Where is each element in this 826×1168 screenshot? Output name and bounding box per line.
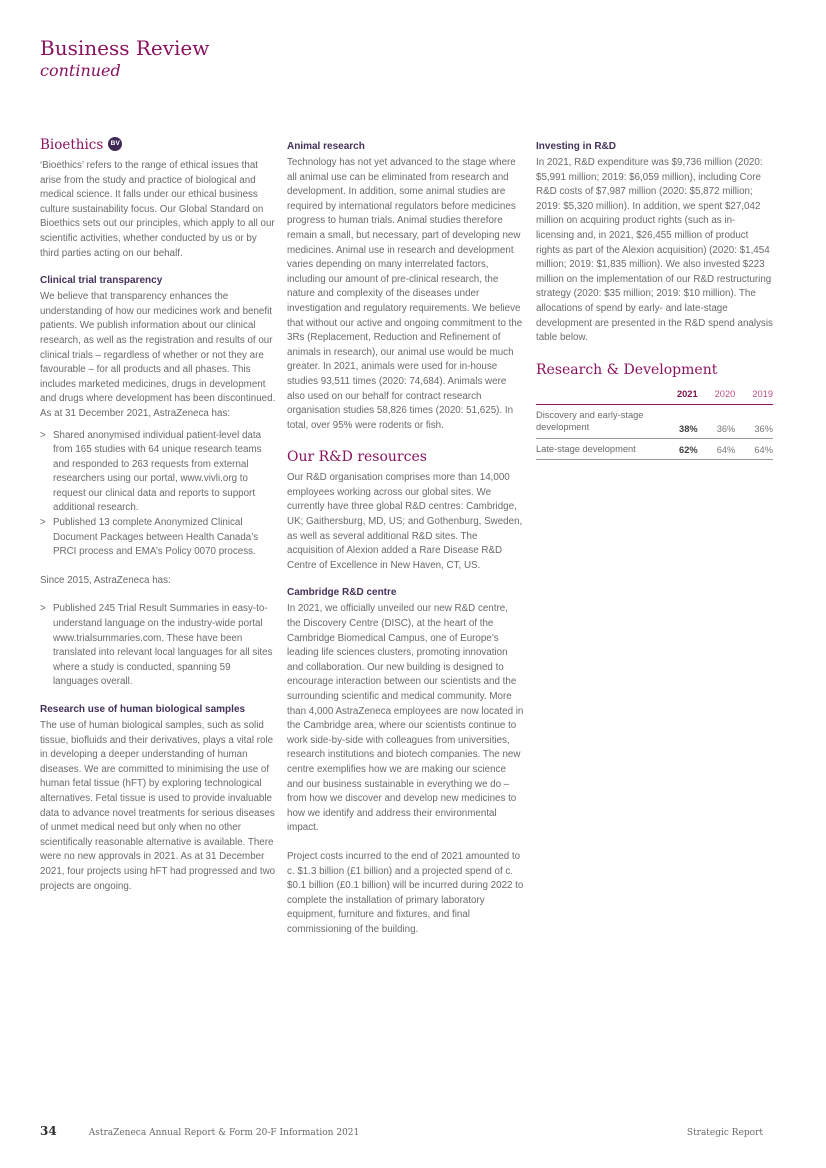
cambridge-centre-paragraph-1: In 2021, we officially unveiled our new R&D centre, the Discovery Centre (DISC), at the heart of the Cambridge Biomedical Campus, one of Europe’s leading life sciences clusters, promoting innovation and collaboration. Our new building is designed to encourage interaction between our scientists and the surrounding scientific and medical community. More than 4,000 AstraZeneca employees are now located in the Cambridge area, where our scientists continue to work side-by-side with colleagues from universities, research institutions and biotech companies. The new centre exemplifies how we are making our science and our business sustainable in everything we do – from how we discover and develop new medicines to how we identify and address their environmental impact. xyxy=(287,603,524,834)
since-2015-bullet-list xyxy=(40,602,277,690)
list-item xyxy=(40,602,277,690)
bullet-marker: > xyxy=(40,517,46,529)
column-animal-rnd xyxy=(287,137,524,938)
cambridge-centre-heading: Cambridge R&D centre xyxy=(287,587,397,599)
table-row xyxy=(536,438,773,460)
table-header-2019: 2019 xyxy=(735,389,773,405)
human-samples-paragraph: The use of human biological samples, such as solid tissue, biofluids and their derivatives, plays a vital role in developing a deeper understanding of human diseases. We are committed to minimising the use of human fetal tissue (hFT) by exploring technological alternatives. Fetal tissue is used to provide invaluable data to advance novel treatments for serious diseases of unmet medical need but only when no other scientifically reasonable alternative is available. There were no new approvals in 2021. As at 31 December 2021, four projects using hFT had progressed and two projects are ongoing. xyxy=(40,720,276,892)
cambridge-centre-paragraph-2: Project costs incurred to the end of 2021 amounted to c. $1.3 billion (£1 billion) and a projected spend of c. $0.1 billion (£0.1 billion) will be incurred during 2022 to complete the installation of primary laboratory equipment, furniture and fixtures, and final commissioning of the building. xyxy=(287,850,524,935)
rnd-resources-paragraph: Our R&D organisation comprises more than 14,000 employees working across our global sites. We currently have three global R&D centres: Cambridge, UK; Gaithersburg, MD, US; and Gothenburg, Sweden, as well as several additional R&D sites. The acquisition of Alexion added a Rare Disease R&D Centre of Excellence in New Haven, CT, US. xyxy=(287,472,523,571)
since-2015-line: Since 2015, AstraZeneca has: xyxy=(40,574,171,586)
list-item xyxy=(40,429,277,517)
human-samples-heading: Research use of human biological samples xyxy=(40,704,246,715)
animal-research-heading: Animal research xyxy=(287,141,365,152)
row-value-2021: 62% xyxy=(660,438,698,460)
bv-badge-icon: BV xyxy=(108,137,122,151)
bullet-marker: > xyxy=(40,603,46,615)
row-value-2020: 64% xyxy=(698,438,736,460)
footer-section-label: Strategic Report xyxy=(686,1128,763,1138)
animal-research-paragraph: Technology has not yet advanced to the stage where all animal use can be eliminated from research and development. In addition, some animal studies are required by international regulators before medicines progress to human trials. Animal studies therefore remain a small, but necessary, part of developing new medicines. Animal use in research and development varies depending on many interrelated factors, including our amount of pre-clinical research, the nature and complexity of the diseases under investigation and regulatory requirements. We believe that without our active and ongoing commitment to the 3Rs (Replacement, Reduction and Refinement of animals in research), our animal use would be much greater. In 2021, animals were used for in-house studies 93,511 times (2020: 74,684). Animals were also used on our behalf for contract research organisation studies 58,826 times (2020: 51,625). In total, over 95% were rodents or fish. xyxy=(287,157,523,431)
row-value-2019: 36% xyxy=(735,404,773,438)
list-item xyxy=(40,516,277,560)
row-value-2020: 36% xyxy=(698,404,736,438)
table-header-row xyxy=(536,389,773,405)
bioethics-heading-text: Bioethics xyxy=(40,137,104,153)
investing-rnd-heading: Investing in R&D xyxy=(536,141,617,152)
rnd-table-heading: Research & Development xyxy=(536,361,718,378)
row-value-2019: 64% xyxy=(735,438,773,460)
page-subtitle: continued xyxy=(40,61,121,80)
row-label: Late-stage development xyxy=(536,438,660,460)
page-number: 34 xyxy=(40,1124,57,1138)
clinical-trial-paragraph: We believe that transparency enhances the understanding of how our medicines work and benefit patients. We publish information about our clinical research, as well as the registration and results of our clinical trials – regardless of whether or not they are favourable – for all products and all phases. This includes marketed medicines, drugs in development and drugs where development has been discontinued. As at 31 December 2021, AstraZeneca has: xyxy=(40,291,276,419)
page-footer xyxy=(40,1124,763,1138)
column-bioethics xyxy=(40,137,277,894)
bioethics-paragraph: ‘Bioethics’ refers to the range of ethical issues that arise from the study and practice of biological and medical science. It falls under our ethical business culture sustainability focus. Our Global Standard on Bioethics sets out our principles, which apply to all our scientific activities, whether conducted by us or by third parties acting on our behalf. xyxy=(40,160,275,259)
bullet-marker: > xyxy=(40,429,46,441)
list-item-text: Shared anonymised individual patient-level data from 165 studies with 64 unique research teams and responded to 263 requests from external researchers using our portal, www.vivli.org to request our clinical data and reports to support additional research. xyxy=(53,429,262,514)
clinical-trial-heading: Clinical trial transparency xyxy=(40,275,163,287)
rnd-resources-heading: Our R&D resources xyxy=(287,449,427,466)
table-header-2020: 2020 xyxy=(698,389,736,405)
list-item-text: Published 245 Trial Result Summaries in easy-to-understand language on the industry-wide portal www.trialsummaries.com. These have been translated into relevant local languages for all sites where a study is conducted, spanning 59 languages overall. xyxy=(53,603,273,688)
bioethics-heading xyxy=(40,137,277,154)
table-header-2021: 2021 xyxy=(660,389,698,405)
table-row xyxy=(536,404,773,438)
table-header-spacer xyxy=(536,389,660,405)
row-label: Discovery and early-stage development xyxy=(536,404,660,438)
list-item-text: Published 13 complete Anonymized Clinical Document Packages between Health Canada’s PRCI process and EMA’s Policy 0070 process. xyxy=(53,517,259,558)
rnd-spend-table xyxy=(536,389,773,461)
investing-rnd-paragraph: In 2021, R&D expenditure was $9,736 million (2020: $5,991 million; 2019: $6,059 million), including Core R&D costs of $7,987 million (2020: $5,872 million; 2019: $5,320 million). In addition, we spent $27,042 million on acquiring product rights (such as in-licensing and, in 2021, $26,455 million of product rights as part of the Alexion acquisition) (2020: $1,454 million; 2019: $1,835 million). We also invested $223 million on the implementation of our R&D restructuring strategy (2020: $35 million; 2019: $10 million). The allocations of spend by early- and late-stage development are presented in the R&D spend analysis table below. xyxy=(536,157,773,344)
clinical-bullet-list xyxy=(40,429,277,560)
footer-report-title: AstraZeneca Annual Report & Form 20-F Information 2021 xyxy=(88,1128,360,1138)
row-value-2021: 38% xyxy=(660,404,698,438)
column-investing xyxy=(536,137,773,460)
page-title: Business Review xyxy=(40,36,210,60)
